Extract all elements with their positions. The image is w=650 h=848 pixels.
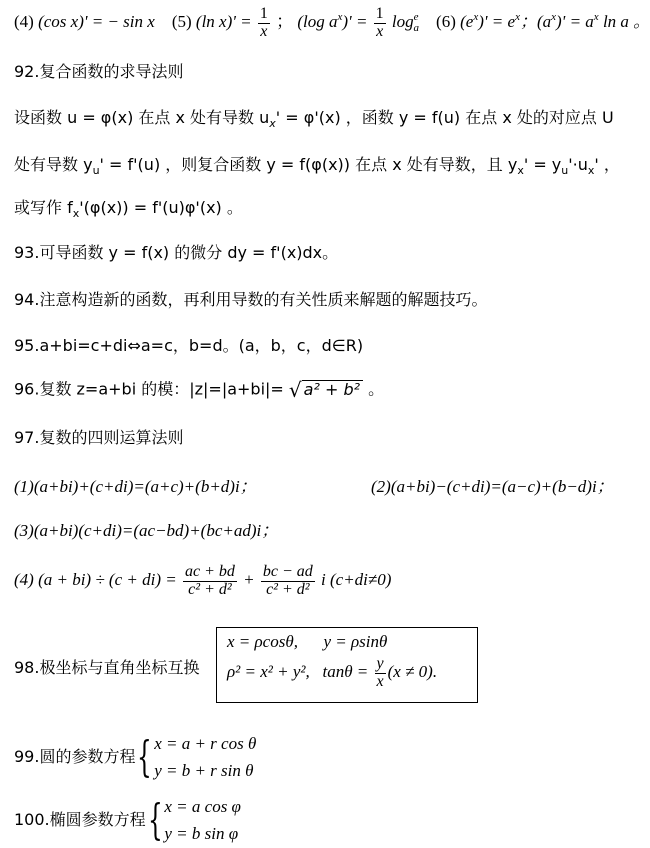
formula-6-expr: $(e^x)' = e^x$；$(a^x)' = a^x$ ln a 。 [460,11,650,32]
section-93: 93.可导函数 y = f(x) 的微分 dy = f'(x)dx。 [14,243,339,262]
derivative-formulas-row [14,6,650,41]
section-100-title: 100.椭圆参数方程 [14,810,146,830]
section-92-line-1: 设函数 u = φ(x) 在点 x 处有导数 $u_x' = \varphi'(x)$ ，函数 y = f(u) 在点 x 处的对应点 U [14,108,614,130]
ellipse-param-equations: x = a cos φ y = b sin φ [164,797,241,844]
polar-conversion-box [216,627,478,703]
fraction-y-over-x: $\frac{y}{x}$ [376,655,384,690]
left-brace: { [147,795,163,845]
log-base-a-of-e: $\log^e_a$ [391,11,420,35]
section-97-rule-3: (3)(a+bi)(c+di)=(ac−bd)+(bc+ad)i； [14,521,279,540]
section-96: 96.复数 z=a+bi 的模：|z|=|a+bi|= √ a² + b² 。 [14,378,385,402]
section-99 [14,730,256,784]
section-92-line-3: 或写作 $f_x'(\varphi(x)) = f'(u)\varphi'(x)$ 。 [14,198,243,220]
left-brace: { [137,732,153,782]
section-92-title: 92.复合函数的求导法则 [14,62,184,81]
section-98-title: 98.极坐标与直角坐标互换 [14,658,200,677]
section-92-line-2: 处有导数 $y_u' = f'(u)$ ，则复合函数 y = f(φ(x)) 在点 x 处有导数，且 $y_x' = y_u'\cdot u_x'$ ， [14,155,620,177]
formula-6-label: (6) [436,12,456,32]
square-root: √ a² + b² [289,380,363,400]
fraction-imag-part: $\frac{bc - ad}{\text{c² + d²}}$ [262,563,313,598]
formula-4-expr: (cos x)' = − sin x [38,12,155,32]
fraction-1-over-x-2: $\frac{1}{x}$ [375,5,384,40]
formula-5-log: (log $a^x)'$ = [297,11,368,32]
circle-param-equations: x = a + r cos θ y = b + r sin θ [154,734,257,781]
fraction-1-over-x: $\frac{1}{x}$ [259,5,268,40]
fraction-real-part: $\frac{ac + bd}{\text{c² + d²}}$ [184,563,235,598]
polar-row-1: x = ρcosθ, y = ρsinθ [227,632,388,651]
separator: ； [276,12,294,32]
section-99-title: 99.圆的参数方程 [14,747,136,767]
section-100 [14,793,241,847]
section-97-rule-2: (2)(a+bi)−(c+di)=(a−c)+(b−d)i； [371,477,614,496]
formula-5-ln: (ln x)' = [195,12,252,32]
section-97-rule-1: (1)(a+bi)+(c+di)=(a+c)+(b+d)i； [14,477,257,496]
section-97-title: 97.复数的四则运算法则 [14,428,184,447]
formula-5-label: (5) [171,12,192,32]
formula-4-label: (4) [14,12,34,32]
section-97-rule-4: (4) (a + bi) ÷ (c + di) = $\frac{ac + bd}{\text{c² + d²}}$ + $\frac{bc - ad}{\text{c² + d²}}$ i (c+di≠0) [14,563,392,598]
section-95: 95.a+bi=c+di⇔a=c，b=d。(a，b，c，d∈R) [14,336,364,355]
polar-row-2: ρ² = x² + y², tanθ = $\frac{y}{x}$ (x ≠ 0). [227,655,438,690]
section-94: 94.注意构造新的函数，再利用导数的有关性质来解题的解题技巧。 [14,290,488,309]
